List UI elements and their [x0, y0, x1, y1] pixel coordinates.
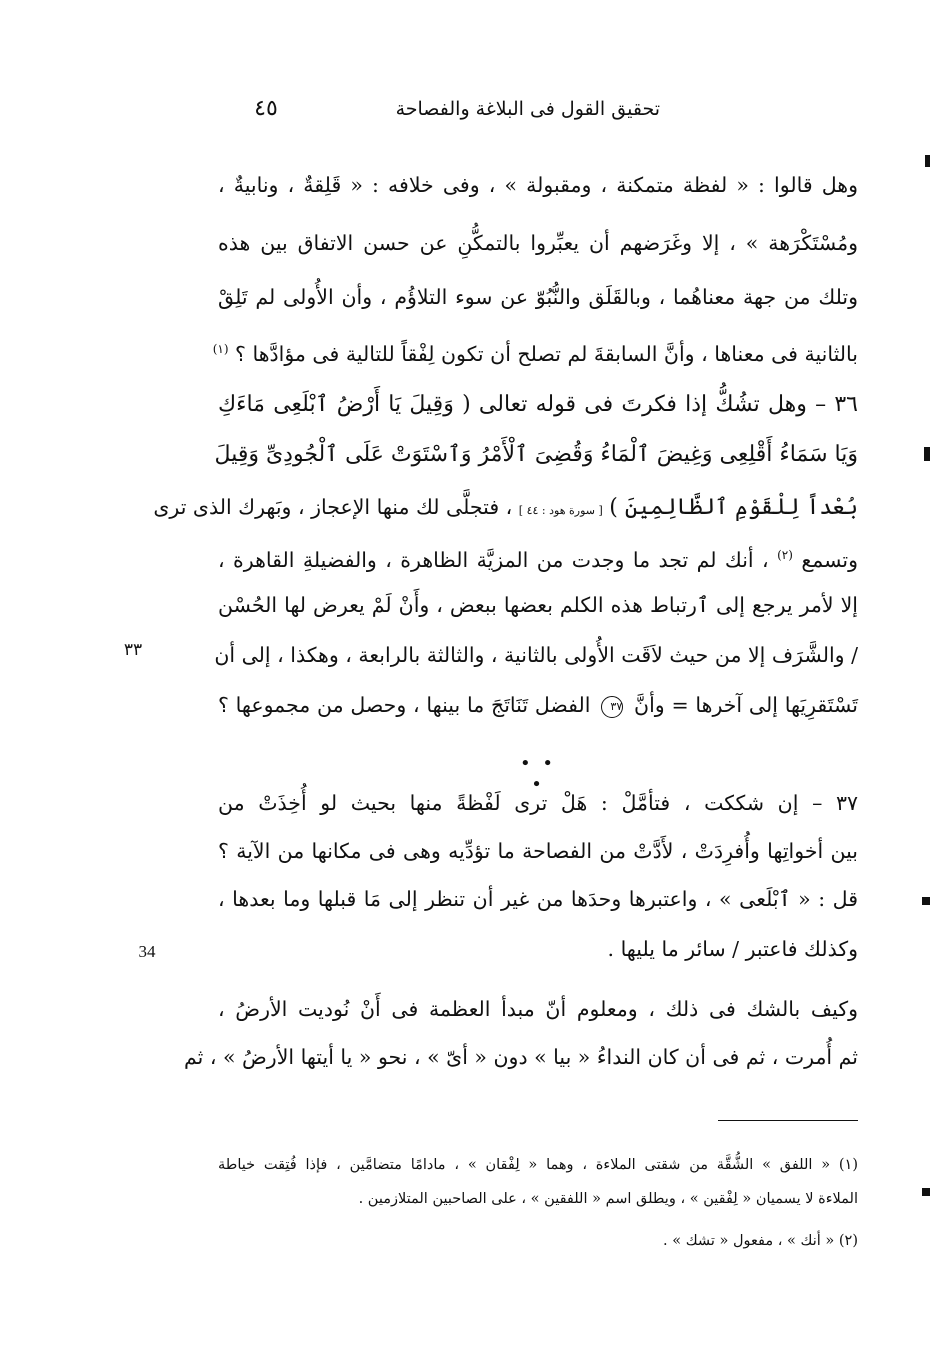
paragraph-line: وكيف بالشك فى ذلك ، ومعلوم أنّ مبدأ العظمة فى أَنْ نُوديت الأرضُ ،	[218, 997, 858, 1021]
footnote-line: (١) « اللفق » الشُّقَّة من شقتى الملاءة ، وهما « لِفْقان » ، مادامًا متضامَّين ، فإذا فُتِقت خياطة	[218, 1157, 858, 1173]
paragraph-text: بالثانية فى معناها ، وأنَّ السابقةَ لم تصلح أن تكون لِفْقاً للتالية فى مؤادَّها ؟	[235, 341, 858, 366]
scan-edge-mark	[925, 155, 930, 167]
surah-reference: [ سورة هود : ٤٤ ]	[518, 504, 603, 517]
paragraph-text: ، فتجلَّى لك منها الإعجاز ، وبَهرك الذى ترى	[153, 495, 513, 519]
paragraph-line: ومُسْتَكْرَهة » ، إلا وغَرَضهم أن يعبِّروا بالتمكُّنِ عن حسن الاتفاق بين هذه	[218, 231, 858, 255]
quran-verse-line: وَيَا سَمَاءُ أَقْلِعِى وَغِيضَ ٱلْمَاءُ وَقُضِىَ ٱلْأَمْرُ وَٱسْتَوَتْ عَلَى ٱلْجُودِىِّ وَقِيلَ	[214, 442, 858, 467]
paragraph-text: تَسْتَقرِيَها إلى آخرها = وأنَّ	[634, 693, 858, 717]
paragraph-line: وهل قالوا : « لفظة متمكنة ، ومقبولة » ، وفى خلافه : « قَلِقةٌ ، ونابيةٌ ،	[218, 173, 858, 197]
page-number: ٤٥	[254, 96, 278, 121]
footnote-line: الملاءة لا يسميان « لِفْقين » ، ويطلق اسم « اللفقين » ، على الصاحبين المتلازمين .	[358, 1191, 858, 1207]
scan-edge-mark	[924, 447, 930, 461]
paragraph-text: الفضل تَنَاتَجَ ما بينها ، وحصل من مجموعها ؟	[218, 693, 591, 717]
footnote-rule	[718, 1120, 858, 1121]
paragraph-line: بين أخواتِها وأُفرِدَتْ ، لأَدَّتْ من الفصاحة ما تؤدِّيه وهى فى مكانها من الآية ؟	[218, 839, 858, 863]
paragraph-line: ٣٧ – إن شككت ، فتأمَّلْ : هَلْ ترى لَفْظةً منها بحيث لو أُخِذَتْ من	[218, 791, 858, 815]
paragraph-line: وكذلك فاعتبر / سائر ما يليها .	[607, 937, 858, 961]
footnote-ref: (٢)	[777, 548, 793, 562]
section-separator: • • •	[520, 753, 556, 795]
paragraph-text: وتسمع	[801, 547, 858, 572]
running-header-title: تحقيق القول فى البلاغة والفصاحة	[395, 98, 660, 120]
footnote-ref: (١)	[212, 342, 229, 356]
paragraph-line	[218, 540, 858, 575]
margin-page-number: ٣٣	[123, 640, 143, 660]
scan-edge-mark	[922, 1188, 930, 1196]
paragraph-line: / والشَّرَف إلا من حيث لاَقَت الأُولى بالثانية ، والثالثة بالرابعة ، وهكذا ، إلى أن	[214, 643, 858, 667]
paragraph-line	[153, 492, 858, 526]
section-marker-circle: ٣٧	[601, 696, 623, 718]
paragraph-line	[218, 690, 858, 720]
paragraph-line: إلا لأمر يرجع إلى ٱرتباط هذه الكلم بعضها ببعض ، وأَنْ لَمْ يعرض لها الحُسْن	[218, 593, 858, 617]
paragraph-line: ثم أُمرت ، ثم فى أن كان النداءُ « بيا » دون « أىّ » ، نحو « يا أيتها الأرضُ » ، ثم	[183, 1045, 858, 1069]
margin-page-number: 34	[138, 942, 156, 961]
paragraph-line: قل : « ٱبْلَعى » ، واعتبرها وحدَها من غير أن تنظر إلى مَا قبلها وما بعدها ،	[218, 887, 858, 911]
scan-edge-mark	[922, 897, 930, 905]
quran-verse: بُعْداً لِلْقَوْمِ ٱلظَّالِمِينَ )	[609, 495, 858, 520]
paragraph-text: ، أنك لم تجد ما وجدت من المزيَّة الظاهرة ، والفضيلةِ القاهرة ،	[218, 547, 769, 572]
paragraph-line: وتلك من جهة معناهُما ، وبالقَلَق والنُّبُوّ عن سوء التلاؤُم ، وأن الأُولى لم تَلِقْ	[218, 285, 858, 309]
paragraph-line	[212, 334, 858, 369]
footnote-line: (٢) « أنك » ، مفعول « تشك » .	[663, 1233, 858, 1249]
paragraph-line: ٣٦ – وهل تشُكُّ إذا فكرتَ فى قوله تعالى ( وَقِيلَ يَا أَرْضُ ٱبْلَعِى مَاءَكِ	[218, 392, 858, 417]
